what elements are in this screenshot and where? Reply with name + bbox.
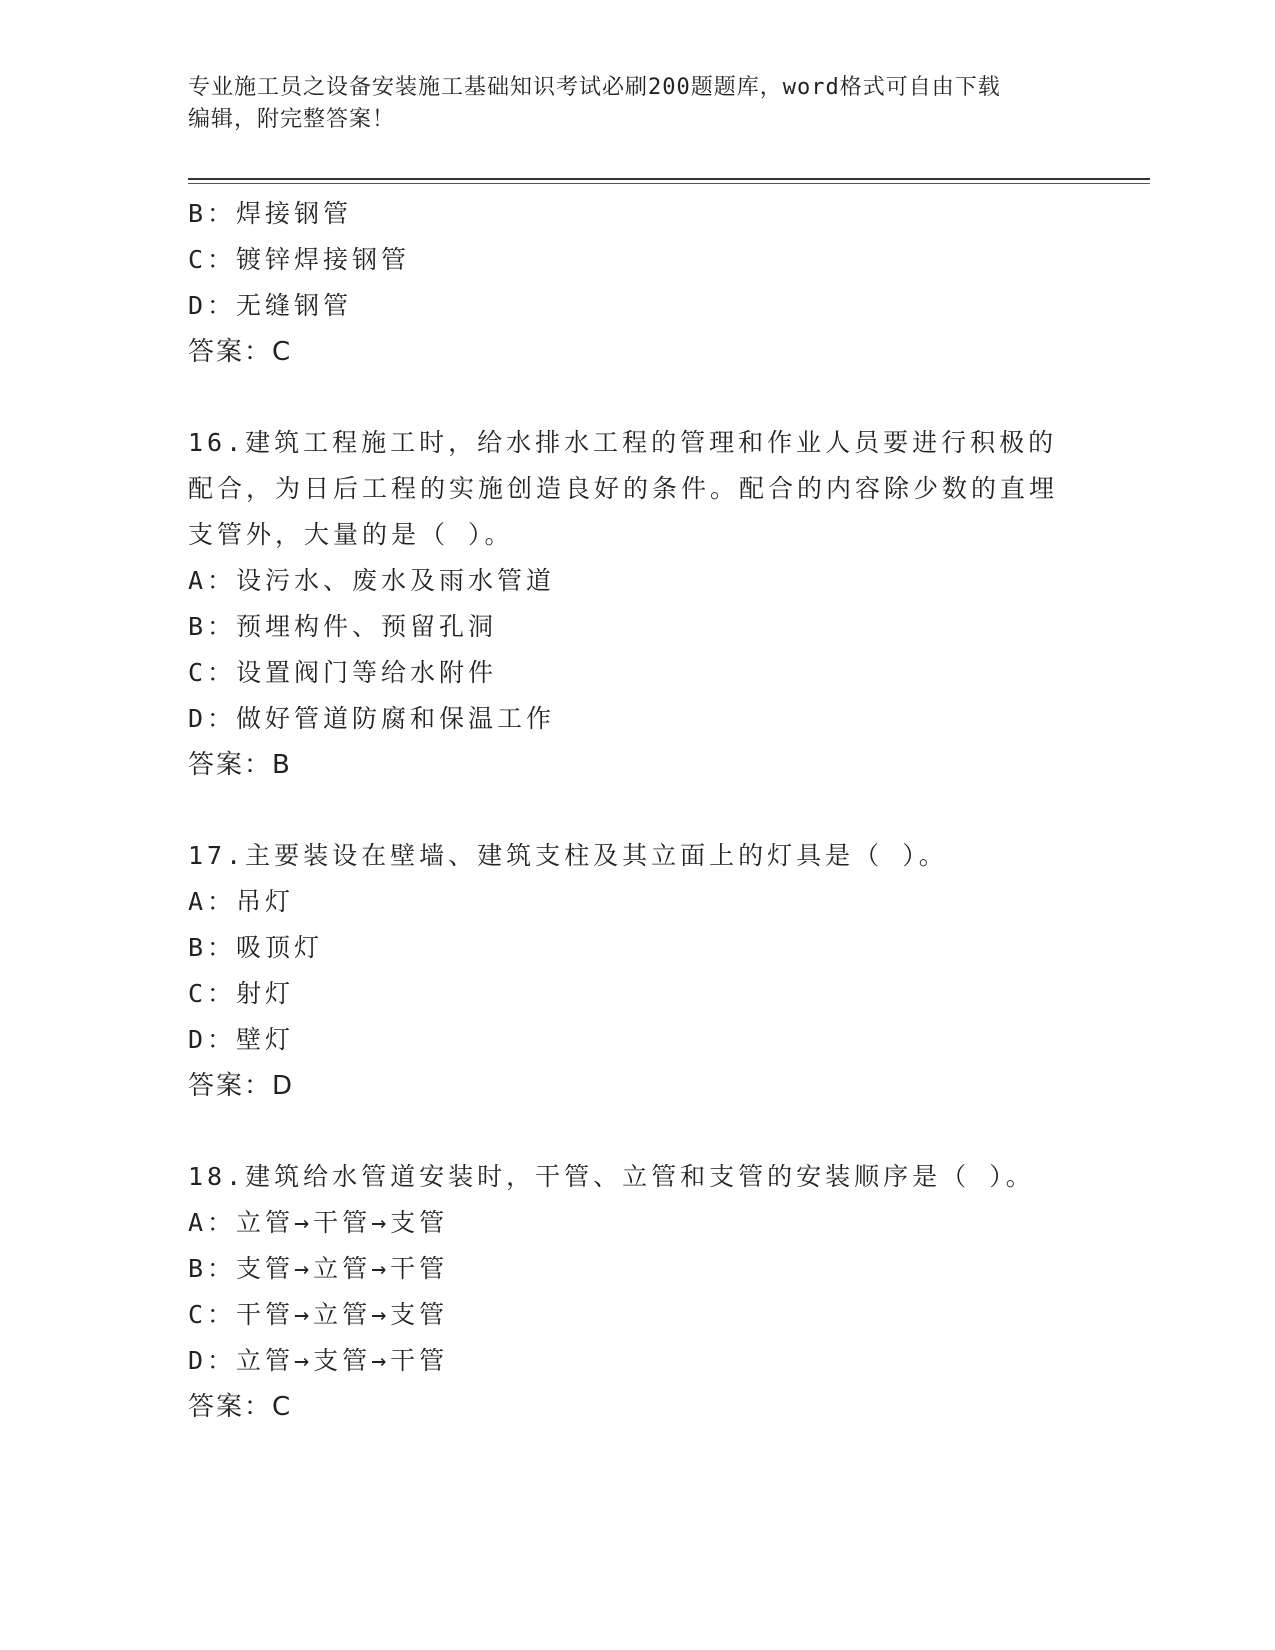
option-b: B：吸顶灯 [188,933,324,962]
option-c: C：设置阀门等给水附件 [188,658,498,687]
header-title-line-1: 专业施工员之设备安装施工基础知识考试必刷200题题库，word格式可自由下载 [188,75,1001,100]
question-15-tail [188,191,1138,375]
document-header [188,72,1088,136]
header-divider [188,178,1150,180]
answer-line: 答案：D [188,1071,295,1101]
question-17 [188,833,1138,1109]
answer-line: 答案：C [188,337,293,367]
option-b: B：支管→立管→干管 [188,1254,449,1283]
question-18 [188,1154,1138,1430]
option-a: A：立管→干管→支管 [188,1208,449,1237]
question-stem: 17.主要装设在壁墙、建筑支柱及其立面上的灯具是（ ）。 [188,841,948,870]
answer-line: 答案：C [188,1392,293,1422]
question-list [188,191,1138,1430]
spacer [188,375,1138,420]
option-d: D：壁灯 [188,1025,295,1054]
option-a: A：设污水、废水及雨水管道 [188,566,556,595]
spacer [188,788,1138,833]
option-c: C：镀锌焊接钢管 [188,245,411,274]
option-c: C：射灯 [188,979,295,1008]
option-d: D：立管→支管→干管 [188,1346,449,1375]
option-a: A：吊灯 [188,887,295,916]
option-b: B：焊接钢管 [188,199,353,228]
option-c: C：干管→立管→支管 [188,1300,449,1329]
answer-line: 答案：B [188,750,292,780]
header-title-line-2: 编辑，附完整答案！ [188,107,396,132]
question-stem: 18.建筑给水管道安装时，干管、立管和支管的安装顺序是（ ）。 [188,1162,1035,1191]
question-stem: 16.建筑工程施工时，给水排水工程的管理和作业人员要进行积极的配合，为日后工程的实施创造良好的条件。配合的内容除少数的直埋支管外，大量的是（ ）。 [188,428,1059,549]
option-d: D：做好管道防腐和保温工作 [188,704,556,733]
spacer [188,1109,1138,1154]
question-16 [188,420,1138,788]
option-d: D：无缝钢管 [188,291,353,320]
header-divider-thin [188,183,1150,184]
option-b: B：预埋构件、预留孔洞 [188,612,498,641]
